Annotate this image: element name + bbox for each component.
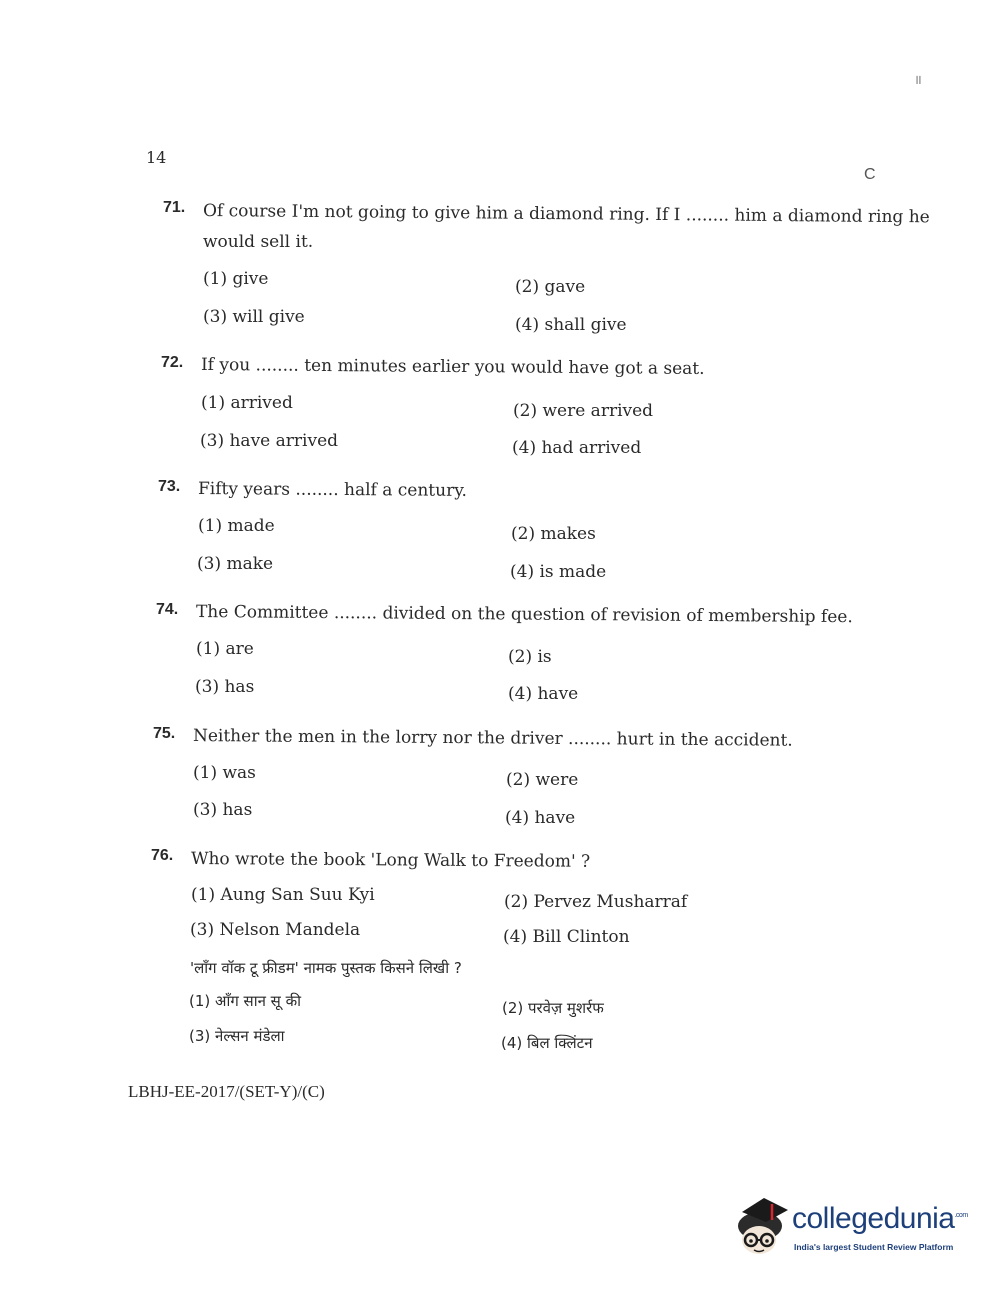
question-number: 75.: [153, 725, 176, 742]
logo-tagline: India's largest Student Review Platform: [794, 1242, 954, 1252]
question-text-continued: would sell it.: [203, 232, 314, 252]
paper-code-footer: LBHJ-EE-2017/(SET-Y)/(C): [128, 1082, 325, 1101]
question-text: Fifty years ........ half a century.: [197, 479, 468, 501]
option-4: (4) have: [508, 684, 579, 704]
option-1: (1) give: [203, 269, 269, 289]
question-text: If you ........ ten minutes earlier you would have got a seat.: [200, 355, 705, 379]
option-3: (3) has: [193, 800, 253, 820]
question-number: 74.: [156, 601, 179, 618]
option-1: (1) are: [196, 639, 254, 659]
question-text: Of course I'm not going to give him a diamond ring. If I ........ him a diamond ring he: [202, 201, 930, 228]
option-2: (2) is: [508, 647, 552, 667]
collegedunia-logo: [734, 1196, 968, 1266]
hindi-question-text: 'लॉंग वॉक टू फ्रीडम' नामक पुस्तक किसने लिखी ?: [190, 959, 462, 977]
option-3: (3) Nelson Mandela: [190, 920, 361, 940]
option-4: (4) shall give: [515, 315, 627, 335]
hindi-option-4: (4) बिल क्लिंटन: [501, 1034, 593, 1052]
option-3: (3) has: [195, 677, 255, 697]
question-number: 72.: [161, 354, 184, 371]
question-number: 71.: [163, 199, 186, 216]
option-3: (3) will give: [203, 307, 305, 327]
option-1: (1) made: [198, 516, 275, 536]
option-2: (2) gave: [515, 277, 586, 297]
option-3: (3) make: [197, 554, 274, 574]
option-2: (2) Pervez Musharraf: [504, 892, 688, 912]
option-1: (1) arrived: [201, 393, 293, 413]
page-number: 14: [146, 148, 167, 167]
option-4: (4) Bill Clinton: [503, 927, 630, 947]
question-text: Neither the men in the lorry nor the driver ........ hurt in the accident.: [192, 726, 793, 751]
logo-wordmark: collegedunia$^{.com}$: [792, 1202, 968, 1235]
corner-mark: ॥: [914, 73, 922, 88]
option-2: (2) were: [506, 770, 579, 790]
option-4: (4) is made: [510, 562, 607, 582]
hindi-option-1: (1) ऑंग सान सू की: [189, 992, 301, 1010]
set-letter: C: [864, 166, 876, 183]
question-number: 73.: [158, 478, 181, 495]
option-1: (1) was: [193, 763, 256, 783]
option-4: (4) have: [505, 808, 576, 828]
hindi-option-3: (3) नेल्सन मंडेला: [189, 1027, 285, 1045]
hindi-option-2: (2) परवेज़ मुशर्रफ: [502, 999, 604, 1017]
option-1: (1) Aung San Suu Kyi: [191, 885, 375, 905]
option-4: (4) had arrived: [512, 438, 642, 458]
question-text: The Committee ........ divided on the question of revision of membership fee.: [195, 602, 853, 628]
option-2: (2) makes: [511, 524, 596, 544]
student-mascot-icon: [734, 1196, 790, 1262]
question-number: 76.: [151, 847, 174, 864]
option-2: (2) were arrived: [513, 401, 654, 421]
question-text: Who wrote the book 'Long Walk to Freedom' ?: [190, 849, 591, 872]
option-3: (3) have arrived: [200, 431, 339, 451]
